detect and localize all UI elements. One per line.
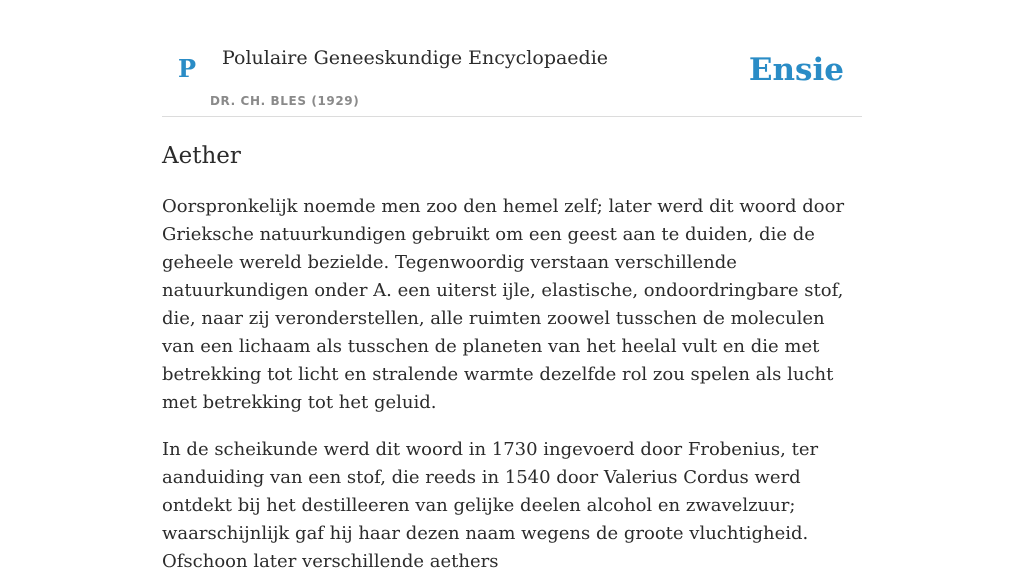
page-header xyxy=(162,0,862,117)
book-title-link[interactable]: Polulaire Geneeskundige Encyclopaedie xyxy=(222,47,609,69)
book-author: DR. CH. BLES (1929) xyxy=(210,94,360,108)
ensie-logo-link[interactable]: Ensie xyxy=(748,52,844,88)
book-logo-icon[interactable]: P xyxy=(178,54,197,83)
article-paragraph-1: Oorspronkelijk noemde men zoo den hemel zelf; later werd dit woord door Grieksche natuurkundigen gebruikt om een geest aan te duiden, die de geheele wereld bezielde. Tegenwoordig verstaan verschillende natuurkundigen onder A. een uiterst ijle, elastische, ondoordringbare stof, die, naar zij veronderstellen, alle ruimten zoowel tusschen de moleculen van een lichaam als tusschen de planeten van het heelal vult en die met betrekking tot licht en stralende warmte dezelfde rol zou spelen als lucht met betrekking tot het geluid. xyxy=(162,196,845,413)
article-page xyxy=(162,0,862,576)
article-headword: Aether xyxy=(162,143,241,169)
article-paragraph-2: In de scheikunde werd dit woord in 1730 ingevoerd door Frobenius, ter aanduiding van een stof, die reeds in 1540 door Valerius Cordus werd ontdekt bij het destilleeren van gelijke deelen alcohol en zwavelzuur; waarschijnlijk gaf hij haar dezen naam wegens de groote vluchtigheid. Ofschoon later verschillende aethers xyxy=(162,439,819,572)
